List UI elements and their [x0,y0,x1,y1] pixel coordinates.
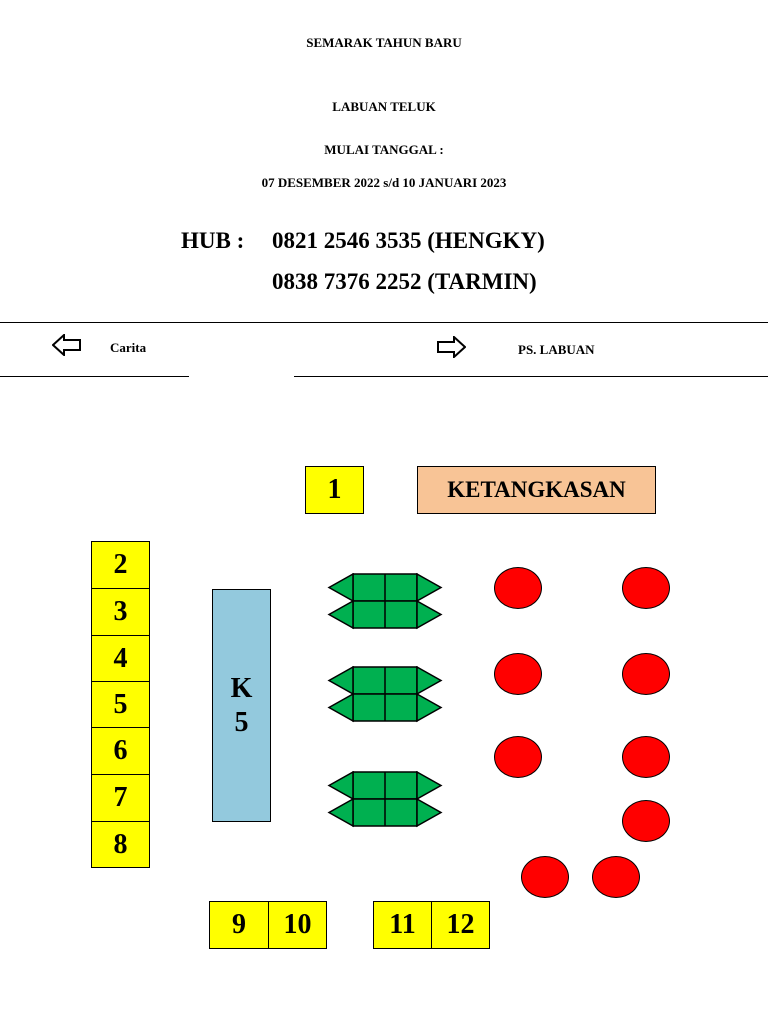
ketangkasan-area: KETANGKASAN [417,466,656,514]
right-arrow-icon [436,336,466,358]
contact-prefix: HUB : [181,228,245,253]
stall-group-2 [326,666,444,724]
k5-area [212,589,271,822]
road-top-line [0,322,768,323]
booth-7: 7 [91,774,150,822]
road-bottom-line-right [294,376,768,377]
red-circle-marker [494,567,542,609]
booth-8: 8 [91,821,150,868]
event-title: SEMARAK TAHUN BARU [306,35,462,50]
event-location: LABUAN TELUK [332,99,436,114]
red-circle-marker [622,567,670,609]
direction-left-label: Carita [110,340,147,355]
booth-9: 9 [209,901,269,949]
k5-label-line-1: K [230,672,253,704]
stall-group-1 [326,573,444,631]
left-arrow-icon [52,334,82,356]
booth-4: 4 [91,635,150,682]
red-circle-marker [622,800,670,842]
booth-5: 5 [91,681,150,728]
direction-right-label: PS. LABUAN [518,342,595,357]
booth-3: 3 [91,588,150,636]
road-bottom-line-left [0,376,189,377]
red-circle-marker [592,856,640,898]
red-circle-marker [622,736,670,778]
booth-2: 2 [91,541,150,589]
red-circle-marker [494,736,542,778]
booth-1: 1 [305,466,364,514]
red-circle-marker [622,653,670,695]
k5-label-line-2: 5 [234,706,249,738]
contact-line-1: 0821 2546 3535 (HENGKY) [272,228,545,253]
contact-line-2: 0838 7376 2252 (TARMIN) [272,269,537,294]
date-range: 07 DESEMBER 2022 s/d 10 JANUARI 2023 [261,175,507,190]
booth-6: 6 [91,727,150,775]
start-label: MULAI TANGGAL : [324,142,444,157]
stall-group-3 [326,771,444,829]
red-circle-marker [521,856,569,898]
booth-10: 10 [268,901,327,949]
booth-11: 11 [373,901,432,949]
red-circle-marker [494,653,542,695]
booth-12: 12 [431,901,490,949]
